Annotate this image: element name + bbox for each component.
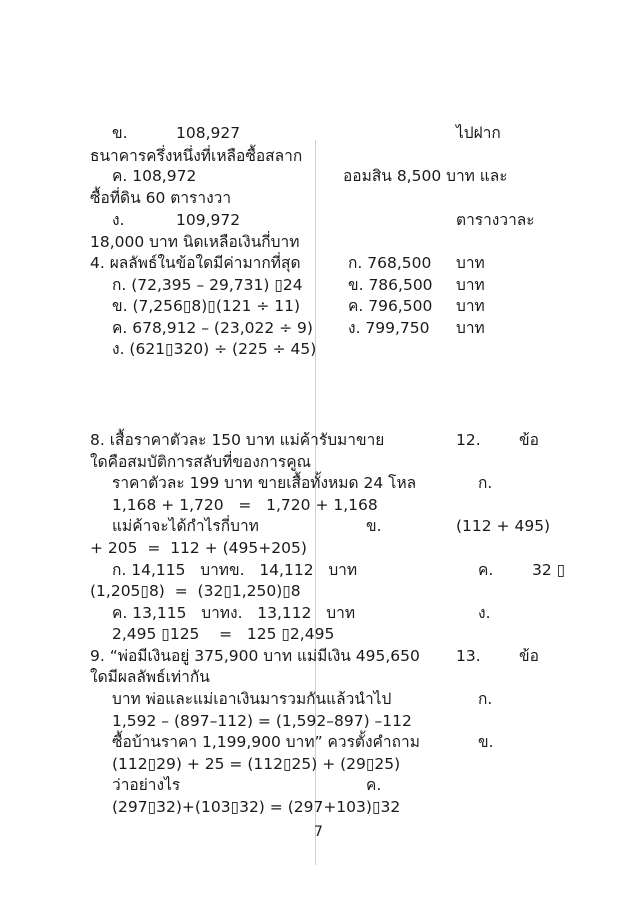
text-line: ข. [112, 124, 128, 142]
text-line: (297▯32)+(103▯32) = (297+103)▯32 [112, 798, 401, 816]
text-line: + 205 = 112 + (495+205) [90, 539, 307, 557]
text-line: ค. 13,115 บาทง. 13,112 บาท [112, 604, 356, 622]
text-line: ก. 14,115 บาทข. 14,112 บาท [112, 561, 358, 579]
text-line: ข. (7,256▯8)▯(121 ÷ 11) [112, 297, 301, 315]
text-line: ข้อ [519, 431, 539, 449]
text-line: (112 + 495) [456, 517, 551, 535]
text-line: ค. 796,500 [348, 297, 433, 315]
text-line: 109,972 [176, 211, 241, 229]
text-line: บาท [456, 276, 485, 294]
text-line: ข. [366, 517, 382, 535]
text-line: ราคาตัวละ 199 บาท ขายเสื้อทั้งหมด 24 โหล [112, 474, 417, 492]
text-line: 1,592 – (897–112) = (1,592–897) –112 [112, 712, 412, 730]
text-line: ง. (621▯320) ÷ (225 ÷ 45) [112, 340, 317, 358]
text-line: ซื้อบ้านราคา 1,199,900 บาท” ควรตั้งคำถาม [112, 733, 420, 751]
text-line: ใดคือสมบัติการสลับที่ของการคูณ [90, 453, 311, 471]
text-line: 9. “พ่อมีเงินอยู่ 375,900 บาท แม่มีเงิน 495,650 [90, 647, 420, 665]
text-line: ง. [112, 211, 125, 229]
text-line: ข. [478, 733, 494, 751]
text-line: บาท [456, 297, 485, 315]
text-line: ว่าอย่างไร [112, 776, 181, 794]
text-line: 18,000 บาท นิดเหลือเงินกี่บาท [90, 233, 300, 251]
text-line: ธนาคารครึ่งหนึ่งที่เหลือซื้อสลาก [90, 147, 303, 165]
text-line: 2,495 ▯125 = 125 ▯2,495 [112, 625, 335, 643]
page-number: 7 [314, 824, 323, 840]
text-line: 32 ▯ [532, 561, 566, 579]
text-line: (112▯29) + 25 = (112▯25) + (29▯25) [112, 755, 401, 773]
text-line: ออมสิน 8,500 บาท และ [343, 167, 508, 185]
text-line: 4. ผลลัพธ์ในข้อใดมีค่ามากที่สุด [90, 254, 301, 272]
text-line: บาท [456, 319, 485, 337]
text-line: 8. เสื้อราคาตัวละ 150 บาท แม่ค้ารับมาขาย [90, 431, 385, 449]
text-line: ซื้อที่ดิน 60 ตารางวา [90, 189, 232, 207]
text-line: ก. (72,395 – 29,731) ▯24 [112, 276, 303, 294]
text-line: บาท [456, 254, 485, 272]
text-line: 108,927 [176, 124, 241, 142]
text-line: ข้อ [519, 647, 539, 665]
text-line: ก. [478, 690, 493, 708]
text-line: ค. 108,972 [112, 167, 197, 185]
text-line: ค. 678,912 – (23,022 ÷ 9) [112, 319, 313, 337]
text-line: ค. [478, 561, 494, 579]
text-line: บาท พ่อและแม่เอาเงินมารวมกันแล้วนำไป [112, 690, 392, 708]
text-line: ก. 768,500 [348, 254, 432, 272]
text-line: ตารางวาละ [456, 211, 535, 229]
text-line: ก. [478, 474, 493, 492]
text-line: ข. 786,500 [348, 276, 433, 294]
text-line: ใดมีผลลัพธ์เท่ากัน [90, 668, 210, 686]
text-line: ง. 799,750 [348, 319, 430, 337]
text-line: แม่ค้าจะได้กำไรกี่บาท [112, 517, 259, 535]
text-line: (1,205▯8) = (32▯1,250)▯8 [90, 582, 301, 600]
text-line: 1,168 + 1,720 = 1,720 + 1,168 [112, 496, 378, 514]
text-line: ค. [366, 776, 382, 794]
text-line: 13. [456, 647, 481, 665]
text-line: ไปฝาก [456, 124, 501, 142]
text-line: 12. [456, 431, 481, 449]
text-line: ง. [478, 604, 491, 622]
